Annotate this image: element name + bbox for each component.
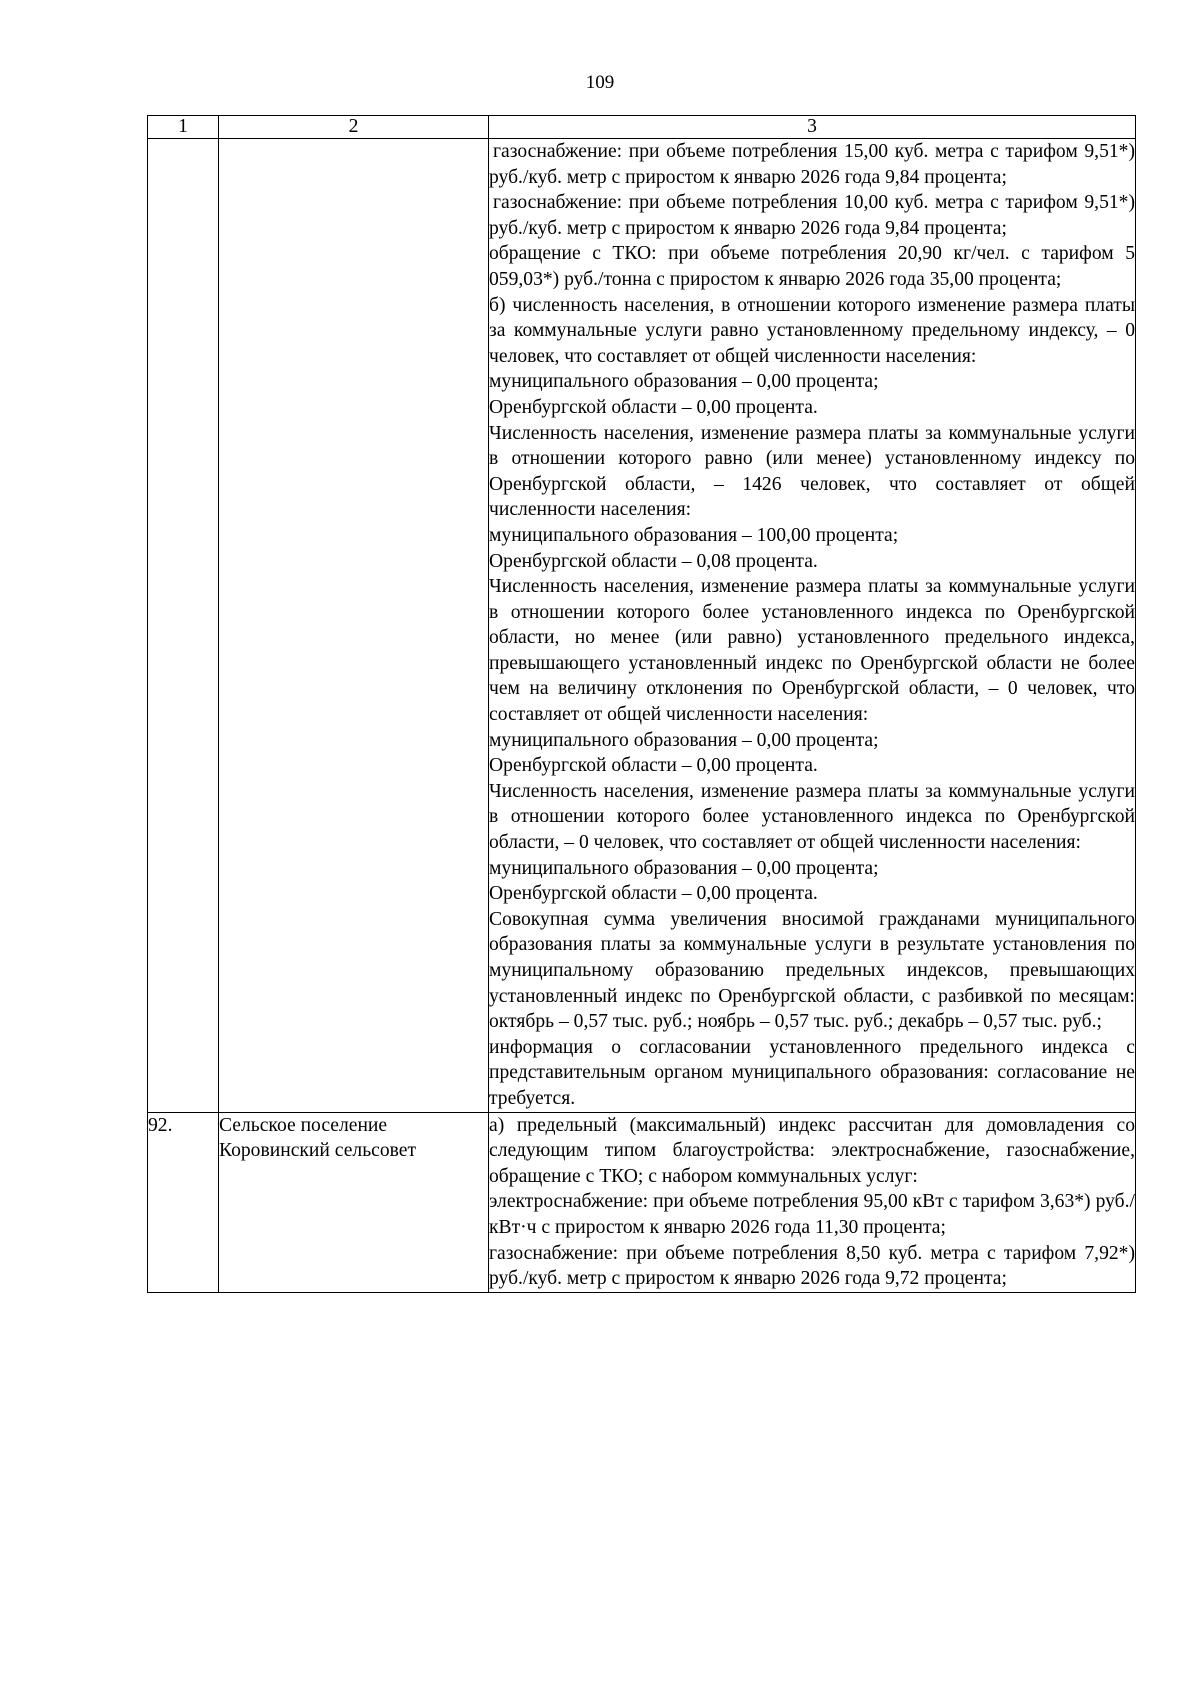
header-col-3: 3 [489, 116, 1136, 139]
paragraph: обращение с ТКО: при объеме потребления 20,90 кг/чел. с тарифом 5 059,03*) руб./тонна с приростом к январю 2026 года 35,00 процента; [489, 243, 1135, 290]
paragraph: электроснабжение: при объеме потребления 95,00 кВт с тарифом 3,63*) руб./кВт·ч с приростом к январю 2026 года 11,30 процента; [489, 1191, 1135, 1238]
header-col-2: 2 [219, 116, 489, 139]
settlement-name-line: Коровинский сельсовет [219, 1140, 417, 1162]
table-row [148, 139, 1136, 1113]
paragraph: газоснабжение: при объеме потребления 10,00 куб. метра с тарифом 9,51*) руб./куб. метр с приростом к январю 2026 года 9,84 процента; [489, 192, 1135, 239]
table-row [148, 1112, 1136, 1292]
paragraph: газоснабжение: при объеме потребления 8,50 куб. метра с тарифом 7,92*) руб./куб. метр с приростом к январю 2026 года 9,72 процента; [489, 1242, 1135, 1290]
paragraph: муниципального образования – 0,00 процента; [489, 729, 879, 751]
paragraph: информация о согласовании установленного предельного индекса с представительным органом муниципального образования: согласование не требуется. [489, 1036, 1135, 1109]
settlement-name-cell [219, 139, 489, 1113]
row-number: 92. [148, 1112, 219, 1292]
paragraph: Оренбургской области – 0,00 процента. [489, 755, 818, 777]
paragraph: Оренбургской области – 0,00 процента. [489, 396, 818, 418]
row-text-cell [489, 139, 1136, 1113]
paragraph: б) численность населения, в отношении которого изменение размера платы за коммунальные услуги равно установленному предельному индексу, – 0 человек, что составляет от общей численности населения: [489, 294, 1135, 367]
paragraph: муниципального образования – 100,00 процента; [489, 524, 899, 546]
paragraph: Численность населения, изменение размера платы за коммунальные услуги в отношении которого равно (или менее) установленному индексу по Оренбургской области, – 1426 человек, что составляет от общей численности населения: [489, 422, 1135, 521]
header-col-1: 1 [148, 116, 219, 139]
row-number [148, 139, 219, 1113]
settlement-name-cell [219, 1112, 489, 1292]
document-table [147, 115, 1136, 1293]
paragraph: газоснабжение: при объеме потребления 15,00 куб. метра с тарифом 9,51*) руб./куб. метр с приростом к январю 2026 года 9,84 процента; [489, 141, 1135, 188]
paragraph: Оренбургской области – 0,08 процента. [489, 550, 818, 572]
paragraph: Численность населения, изменение размера платы за коммунальные услуги в отношении которого более установленного индекса по Оренбургской области, но менее (или равно) установленного предельного индекса, превышающего установленный индекс по Оренбургской области не более чем на величину отклонения по Оренбургской области, – 0 человек, что составляет от общей численности населения: [489, 576, 1135, 726]
paragraph: Совокупная сумма увеличения вносимой гражданами муниципального образования платы за коммунальные услуги в результате установления по муниципальному образованию предельных индексов, превышающих установленный индекс по Оренбургской области, с разбивкой по месяцам: октябрь – 0,57 тыс. руб.; ноябрь – 0,57 тыс. руб.; декабрь – 0,57 тыс. руб.; [489, 908, 1135, 1033]
paragraph: муниципального образования – 0,00 процента; [489, 371, 879, 393]
table-header-row [148, 116, 1136, 139]
paragraph: Оренбургской области – 0,00 процента. [489, 883, 818, 905]
paragraph: Численность населения, изменение размера платы за коммунальные услуги в отношении которого более установленного индекса по Оренбургской области, – 0 человек, что составляет от общей численности населения: [489, 780, 1135, 854]
paragraph: муниципального образования – 0,00 процента; [489, 857, 879, 879]
page-number: 109 [585, 72, 615, 93]
paragraph: а) предельный (максимальный) индекс рассчитан для домовладения со следующим типом благоустройства: электроснабжение, газоснабжение, обращение с ТКО; с набором коммунальных услуг: [489, 1114, 1135, 1187]
row-text-cell [489, 1112, 1136, 1292]
settlement-name-line: Сельское поселение [219, 1114, 388, 1136]
